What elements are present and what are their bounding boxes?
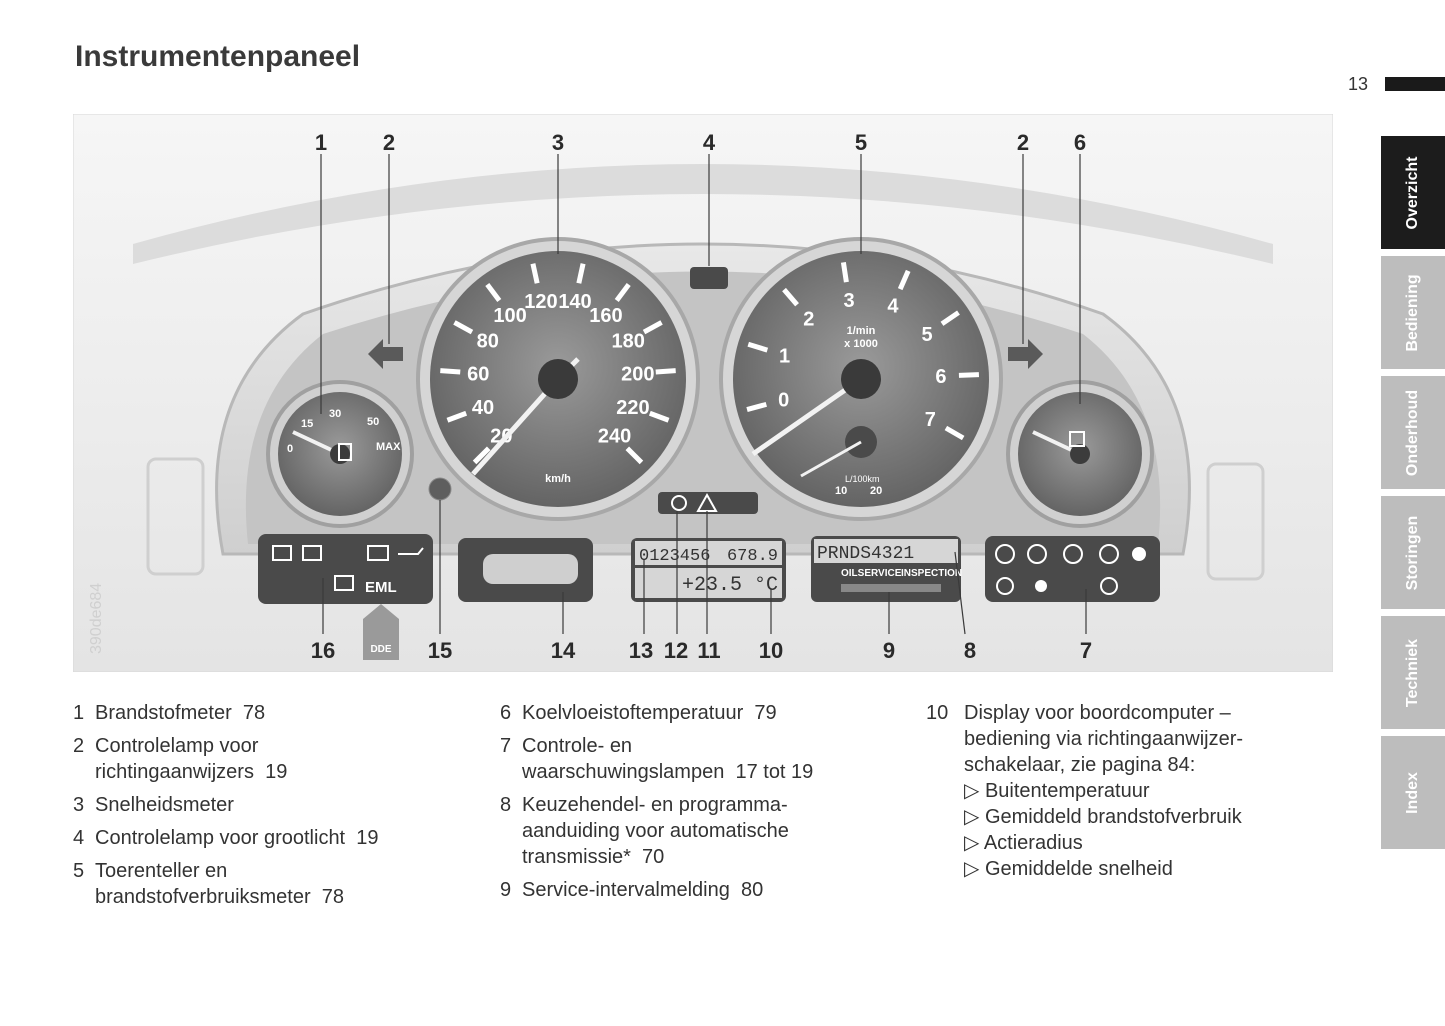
legend-number: 4 [73, 827, 85, 849]
speedo-label: 100 [493, 304, 527, 327]
legend-page: 19 [265, 761, 288, 783]
callout-2-left: 2 [382, 130, 396, 155]
seatbelt-icon [1035, 580, 1047, 592]
speedo-tick [656, 371, 676, 372]
tacho-label: 1 [778, 345, 791, 368]
legend-text: Snelheidsmeter [95, 794, 234, 816]
legend-item-1 [73, 700, 473, 726]
legend-item-7 [500, 733, 900, 785]
high-beam-lamp-icon [690, 267, 728, 289]
fuel-label-max: MAX [376, 441, 401, 453]
speedo-label: 120 [524, 290, 558, 313]
oilservice-label: OILSERVICE [841, 568, 902, 579]
speedo-label: 20 [490, 425, 513, 448]
legend-number: 2 [73, 735, 85, 757]
tachometer [721, 239, 1001, 519]
speedo-label: 200 [621, 363, 655, 386]
tacho-unit-line1: 1/min [846, 325, 876, 337]
speedo-label: 220 [616, 396, 650, 419]
tacho-label: 0 [778, 389, 790, 412]
legend-column-2 [500, 700, 900, 910]
tacho-label: 2 [803, 308, 815, 331]
gear-indicator: PRNDS4321 [817, 544, 915, 564]
legend-column-3 [926, 700, 1306, 889]
inspection-label: INSPECTION [901, 568, 963, 579]
car-outline-icon [483, 554, 578, 584]
temperature-value: +23.5 °C [681, 574, 778, 597]
legend-number: 3 [73, 794, 85, 816]
speedo-label: 40 [471, 396, 495, 419]
callout-10: 10 [758, 638, 784, 663]
fuel-label-15: 15 [301, 418, 314, 430]
callout-12: 12 [663, 638, 689, 663]
trip-value: 678.9 [726, 547, 778, 566]
figure-code: 390de684 [88, 582, 105, 654]
legend-text-line: schakelaar, zie pagina 84: [964, 754, 1196, 776]
speedo-label: 240 [597, 425, 632, 448]
callout-15: 15 [427, 638, 453, 663]
callout-8: 8 [963, 638, 977, 663]
legend-text: Controle- en waarschuwingslampen [522, 735, 725, 783]
consumption-label-10: 10 [835, 485, 848, 497]
speedo-label: 180 [611, 330, 645, 353]
legend-bullet: ▷ Gemiddelde snelheid [964, 858, 1173, 880]
legend-text: Koelvloeistoftemperatuur [522, 702, 744, 724]
legend-number: 1 [73, 702, 85, 724]
legend-text: Controlelamp voor grootlicht [95, 827, 346, 849]
speedo-unit: km/h [545, 473, 571, 485]
callout-4: 4 [702, 130, 716, 155]
triangle-bullet-icon: ▷ [964, 780, 985, 802]
tacho-label: 3 [843, 289, 855, 312]
triangle-bullet-icon: ▷ [964, 858, 985, 880]
page-marker-bar [1385, 77, 1445, 91]
tab-bediening[interactable] [1381, 256, 1445, 369]
legend-number: 10 [926, 702, 949, 724]
legend-item-5 [73, 858, 473, 910]
speedo-label: 60 [467, 363, 490, 386]
callout-5: 5 [854, 130, 868, 155]
triangle-bullet-icon: ▷ [964, 806, 985, 828]
legend-text: Toerenteller en brandstofverbruiksmeter [95, 860, 311, 908]
legend-text: Service-intervalmelding [522, 879, 730, 901]
legend-bullet: ▷ Buitentemperatuur [964, 780, 1150, 802]
consumption-label-20: 20 [870, 485, 883, 497]
odometer-value: 0123456 [639, 547, 711, 566]
speedo-label: 140 [558, 290, 592, 313]
tab-storingen[interactable] [1381, 496, 1445, 609]
callout-14: 14 [550, 638, 576, 663]
legend-text-line: bediening via richtingaanwijzer- [964, 728, 1244, 750]
legend-page: 78 [321, 886, 345, 908]
speedo-label: 80 [476, 330, 499, 353]
legend-item-6 [500, 700, 900, 726]
tacho-unit-line2: x 1000 [844, 338, 878, 350]
fuel-gauge [268, 382, 412, 526]
page-number: 13 [1348, 74, 1369, 94]
tab-label: Overzicht [1404, 156, 1421, 229]
legend-item-3 [73, 792, 473, 818]
tab-overzicht[interactable] [1381, 136, 1445, 249]
speedo-tick [440, 371, 460, 372]
legend-item-4 [73, 825, 473, 851]
fuel-label-50: 50 [367, 416, 380, 428]
legend-text: Controlelamp voor richtingaanwijzers [95, 735, 259, 783]
tacho-tick [959, 375, 979, 376]
legend-text: Keuzehendel- en programma-aanduiding voor automatische transmissie* [522, 794, 789, 868]
tacho-label: 4 [887, 295, 899, 318]
fuel-label-0: 0 [287, 443, 294, 455]
legend-item-9 [500, 877, 900, 903]
callout-11: 11 [697, 638, 721, 663]
dde-label: DDE [370, 644, 392, 655]
left-warning-panel [258, 534, 433, 604]
callout-16: 16 [310, 638, 336, 663]
tab-techniek[interactable] [1381, 616, 1445, 729]
legend-number: 6 [500, 702, 512, 724]
eml-label: EML [365, 579, 397, 596]
callout-7: 7 [1079, 638, 1093, 663]
legend-page: 79 [754, 702, 777, 724]
callout-13: 13 [628, 638, 654, 663]
callout-2-right: 2 [1016, 130, 1030, 155]
tab-label: Storingen [1404, 515, 1421, 590]
legend-page: 78 [242, 702, 266, 724]
tacho-label: 7 [924, 409, 936, 431]
tab-onderhoud[interactable] [1381, 376, 1445, 489]
legend-page: 80 [741, 879, 764, 901]
tacho-label: 5 [921, 323, 933, 346]
airbag-icon [1132, 547, 1146, 561]
speedometer [418, 239, 698, 519]
legend-page: 19 [356, 827, 379, 849]
legend-item-8 [500, 792, 900, 870]
legend-bullet: ▷ Actieradius [964, 832, 1083, 854]
tab-label: Bediening [1404, 273, 1421, 352]
legend-column-1 [73, 700, 473, 917]
legend-number: 5 [73, 860, 85, 882]
fuel-label-30: 30 [329, 408, 342, 420]
legend-number: 7 [500, 735, 512, 757]
legend-item-2 [73, 733, 473, 785]
legend-page: 17 tot 19 [735, 761, 814, 783]
callout-6: 6 [1073, 130, 1087, 155]
legend-bullet: ▷ Gemiddeld brandstofverbruik [964, 806, 1242, 828]
tab-index[interactable] [1381, 736, 1445, 849]
speedo-label: 160 [589, 304, 623, 327]
tab-label: Onderhoud [1404, 389, 1421, 476]
service-interval-bar [841, 584, 941, 592]
instrument-panel-figure [73, 114, 1333, 672]
consumption-unit: L/100km [845, 474, 880, 484]
page-title: Instrumentenpaneel [75, 40, 361, 73]
legend-item-10 [926, 700, 1306, 882]
callout-9: 9 [882, 638, 896, 663]
tacho-tick [843, 262, 846, 282]
legend-page: 70 [642, 846, 665, 868]
callout-3: 3 [551, 130, 565, 155]
legend-number: 9 [500, 879, 512, 901]
tacho-hub [841, 359, 881, 399]
legend-text-line: Display voor boordcomputer – [964, 702, 1231, 724]
tacho-label: 6 [935, 366, 947, 389]
legend-number: 8 [500, 794, 512, 816]
tab-label: Index [1404, 771, 1421, 814]
trip-reset-button[interactable] [429, 478, 451, 500]
legend-text: Brandstofmeter [95, 702, 232, 724]
tab-label: Techniek [1404, 638, 1421, 707]
triangle-bullet-icon: ▷ [964, 832, 984, 854]
speedo-hub [538, 359, 578, 399]
callout-1: 1 [314, 130, 328, 155]
